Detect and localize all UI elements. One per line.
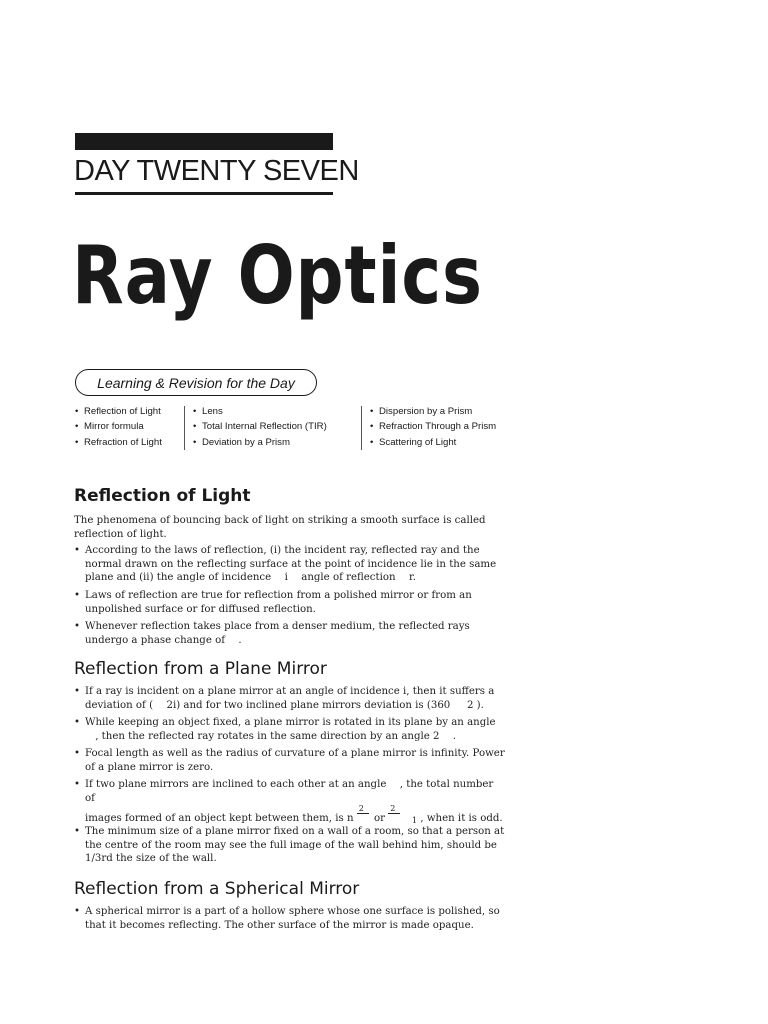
list-item — [74, 825, 506, 866]
learning-revision-label — [75, 369, 317, 396]
day-title: DAY TWENTY SEVEN — [74, 155, 359, 187]
fraction-numerator: 2 — [358, 804, 364, 814]
list-item-text: Whenever reflection takes place from a denser medium, the reflected rays undergo a phase change of . — [85, 621, 470, 646]
list-item-text: If a ray is incident on a plane mirror at an angle of incidence i, then it suffers a deviation of ( 2i) and for two inclined plane mirrors deviation is (360 2 ). — [85, 686, 495, 711]
list-item — [74, 905, 506, 932]
topic-item: • Mirror formula — [75, 419, 162, 434]
bullet-icon: • — [74, 826, 81, 837]
header-bar — [75, 133, 333, 150]
formula-tail: , when it is odd. — [420, 813, 503, 825]
list-item-text: According to the laws of reflection, (i) the incident ray, reflected ray and the normal drawn on the reflecting surface at the point of incidence lie in the same plane and (ii) the angle of incidence i angle of reflection r. — [85, 545, 497, 584]
topics-divider — [361, 406, 362, 450]
chapter-title: Ray Optics — [72, 229, 483, 322]
bullet-icon: • — [74, 686, 81, 697]
list-item-text — [85, 778, 506, 826]
topic-item: • Refraction Through a Prism — [370, 419, 496, 434]
learning-revision-text: Learning & Revision for the Day — [97, 374, 295, 391]
formula-one: 1 — [412, 816, 418, 826]
list-item — [74, 589, 506, 616]
bullet-icon: • — [74, 906, 81, 917]
section-heading-plane-mirror: Reflection from a Plane Mirror — [74, 659, 327, 679]
bullet-icon: • — [74, 748, 81, 759]
fraction-numerator: 2 — [390, 804, 396, 814]
list-item-text: The minimum size of a plane mirror fixed on a wall of a room, so that a person at the centre of the room may see the full image of the wall behind him, should be 1/3rd the size of the wall. — [85, 826, 505, 865]
list-item — [74, 620, 506, 647]
formula-or: or — [374, 813, 386, 825]
bullet-icon: • — [74, 545, 81, 556]
bullet-icon: • — [74, 779, 81, 790]
list-item-line — [85, 804, 503, 826]
topic-item: • Scattering of Light — [370, 435, 496, 450]
list-item — [74, 716, 506, 743]
formula-fraction — [388, 804, 402, 821]
bullet-icon: • — [74, 621, 81, 632]
header-rule — [75, 192, 333, 195]
section-heading-reflection: Reflection of Light — [74, 486, 251, 506]
topic-item: • Reflection of Light — [75, 404, 162, 419]
topics-divider — [184, 406, 185, 450]
list-item-text: While keeping an object fixed, a plane mirror is rotated in its plane by an angle , then the reflected ray rotates in the same direction by an angle 2 . — [85, 717, 496, 742]
bullet-icon: • — [74, 590, 81, 601]
topics-column-3 — [370, 404, 496, 450]
topic-item: • Deviation by a Prism — [193, 435, 327, 450]
bullet-icon: • — [74, 717, 81, 728]
formula-text: images formed of an object kept between them, is n — [85, 813, 354, 825]
topics-column-2 — [193, 404, 327, 450]
list-item — [74, 685, 506, 712]
list-item-line: If two plane mirrors are inclined to each other at an angle , the total number of — [85, 779, 494, 804]
list-item — [74, 747, 506, 774]
section-heading-spherical-mirror: Reflection from a Spherical Mirror — [74, 879, 360, 899]
list-item — [74, 544, 506, 585]
list-item-text: Laws of reflection are true for reflection from a polished mirror or from an unpolished surface or for diffused reflection. — [85, 590, 472, 615]
formula-fraction — [357, 804, 371, 821]
topic-item: • Refraction of Light — [75, 435, 162, 450]
topic-item: • Dispersion by a Prism — [370, 404, 496, 419]
list-item-text: Focal length as well as the radius of curvature of a plane mirror is infinity. Power of a plane mirror is zero. — [85, 748, 505, 773]
reflection-intro: The phenomena of bouncing back of light on striking a smooth surface is called reflection of light. — [74, 515, 486, 540]
list-item — [74, 778, 506, 826]
topic-item: • Total Internal Reflection (TIR) — [193, 419, 327, 434]
list-item-text: A spherical mirror is a part of a hollow sphere whose one surface is polished, so that it becomes reflecting. The other surface of the mirror is made opaque. — [85, 906, 500, 931]
topics-column-1 — [75, 404, 162, 450]
topic-item: • Lens — [193, 404, 327, 419]
